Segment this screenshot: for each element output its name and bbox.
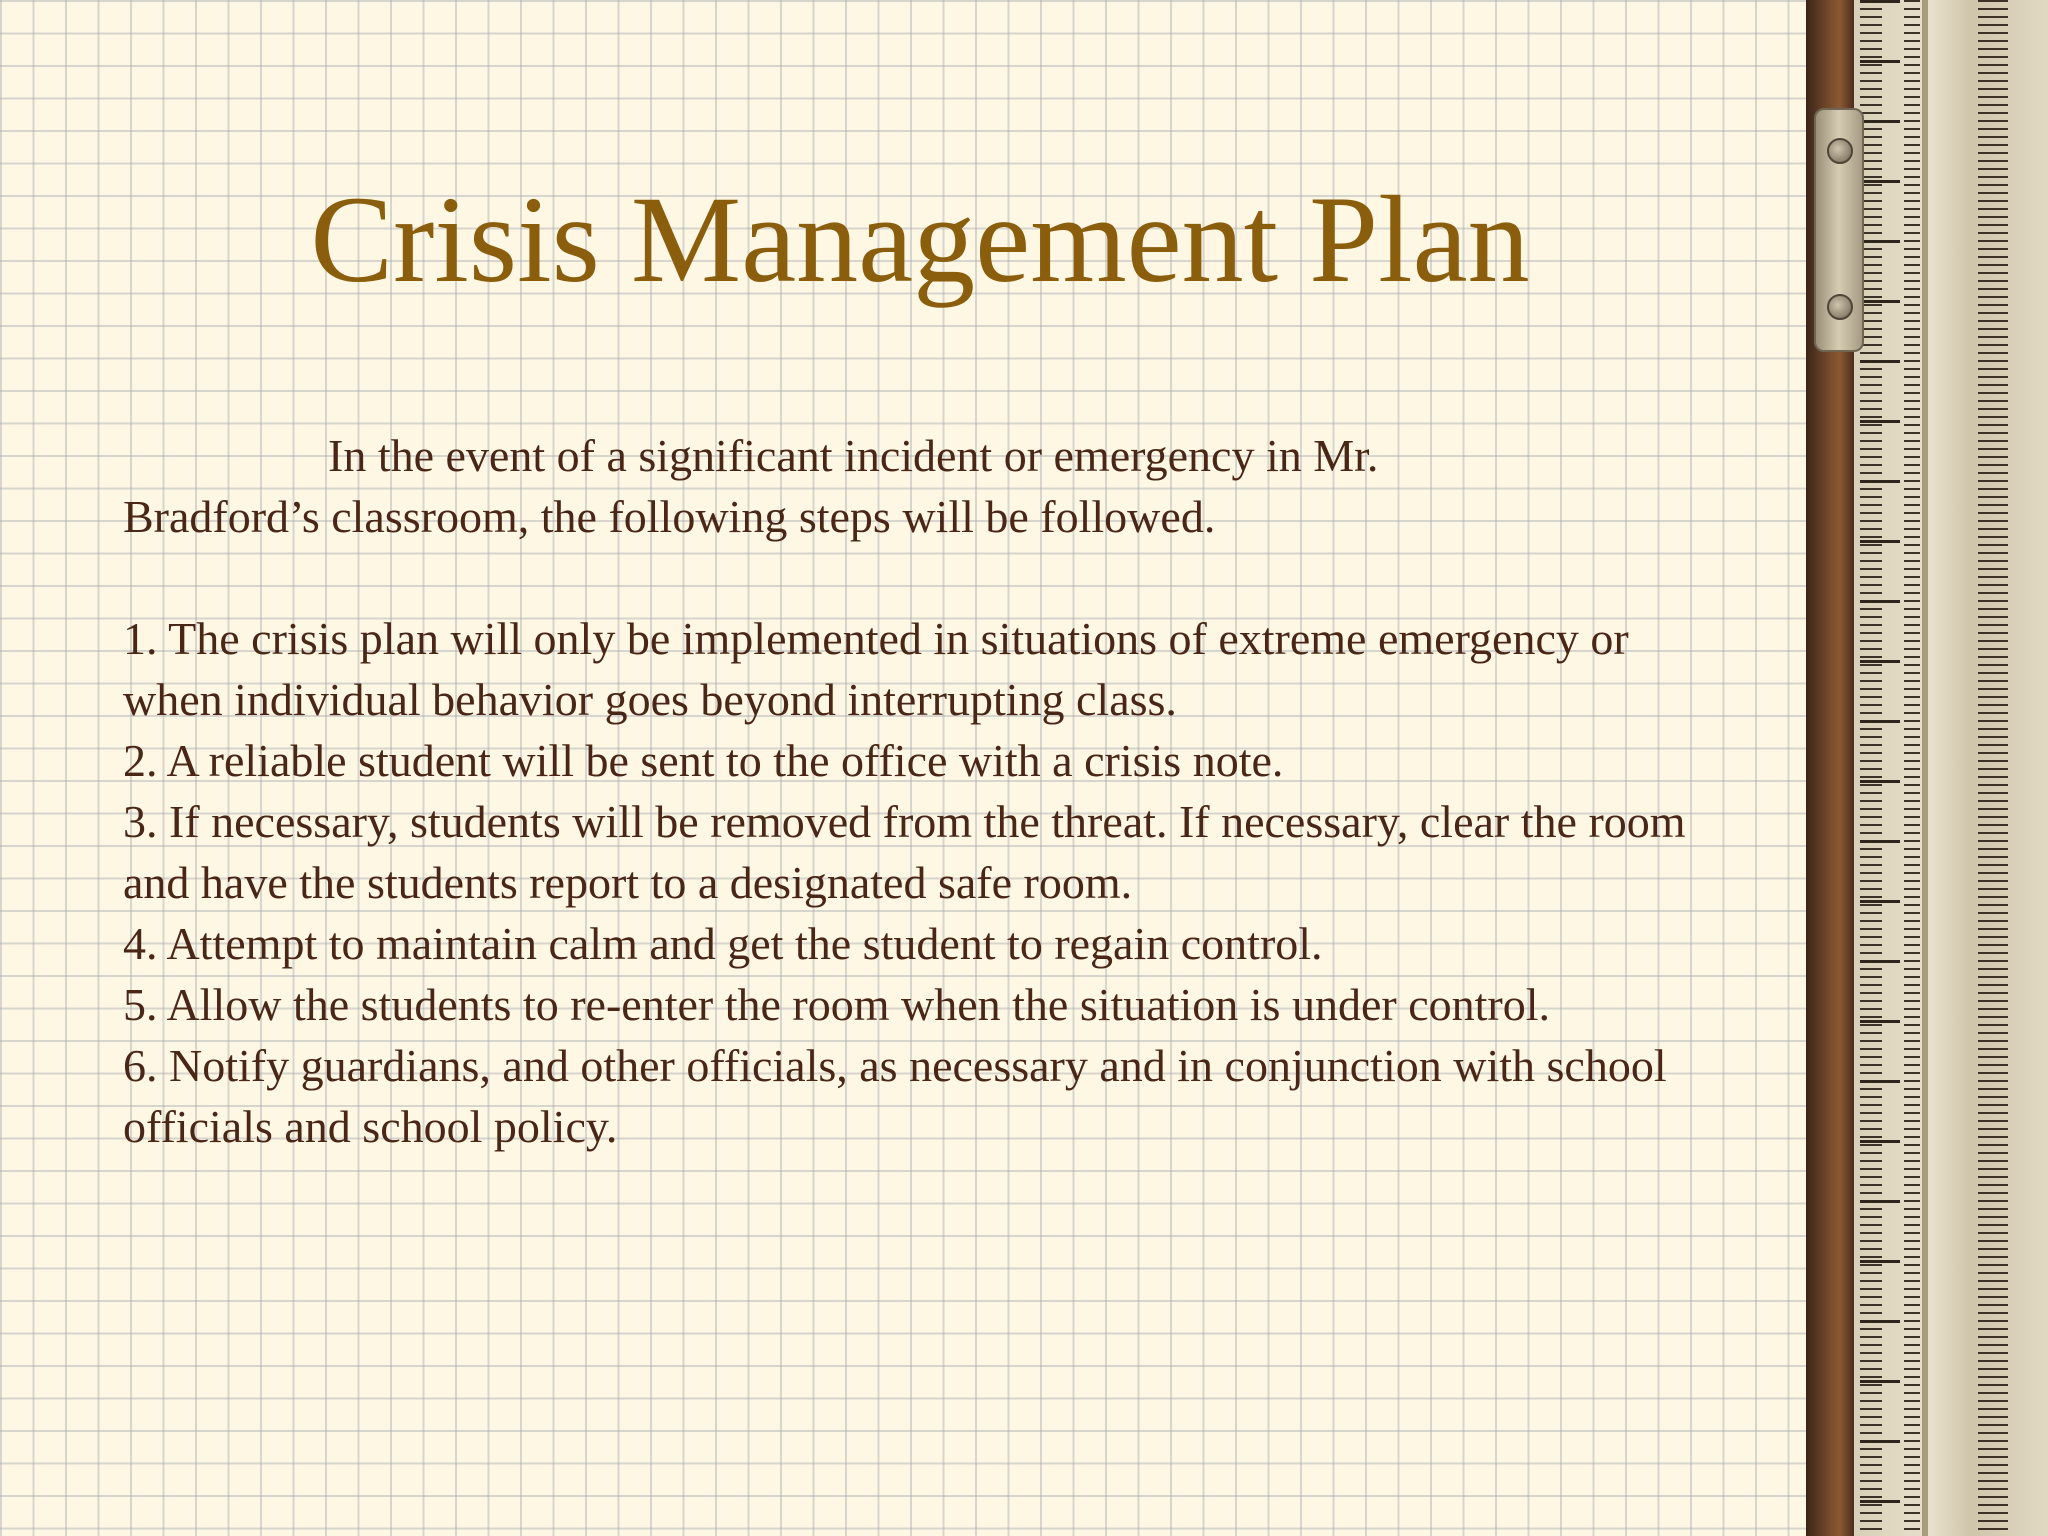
ruler-ticks-right — [1978, 0, 2008, 1536]
ruler-major-ticks — [1860, 0, 1900, 1536]
ruler-decoration — [1806, 0, 2048, 1536]
ruler-divider — [1922, 0, 1928, 1536]
ruler-ticks-middle — [1904, 0, 1920, 1536]
step-item: 2. A reliable student will be sent to the office with a crisis note. — [123, 735, 1284, 786]
step-item: 6. Notify guardians, and other officials, as necessary and in conjunction with school officials and school policy. — [123, 1040, 1667, 1152]
step-item: 4. Attempt to maintain calm and get the student to regain control. — [123, 918, 1323, 969]
step-item: 1. The crisis plan will only be implemented in situations of extreme emergency or when individual behavior goes beyond interrupting class. — [123, 613, 1629, 725]
intro-line-1: In the event of a significant incident or emergency in Mr. — [328, 430, 1379, 481]
screw-icon — [1827, 138, 1853, 164]
slide-title: Crisis Management Plan — [310, 171, 1530, 308]
paragraph-spacer — [123, 547, 1723, 608]
step-item: 5. Allow the students to re-enter the room when the situation is under control. — [123, 979, 1550, 1030]
slide-body — [123, 425, 1723, 1157]
ruler-clamp — [1814, 108, 1864, 352]
intro-line-2: Bradford’s classroom, the following steps will be followed. — [123, 491, 1216, 542]
step-item: 3. If necessary, students will be removed from the threat. If necessary, clear the room and have the students report to a designated safe room. — [123, 796, 1686, 908]
screw-icon — [1827, 294, 1853, 320]
